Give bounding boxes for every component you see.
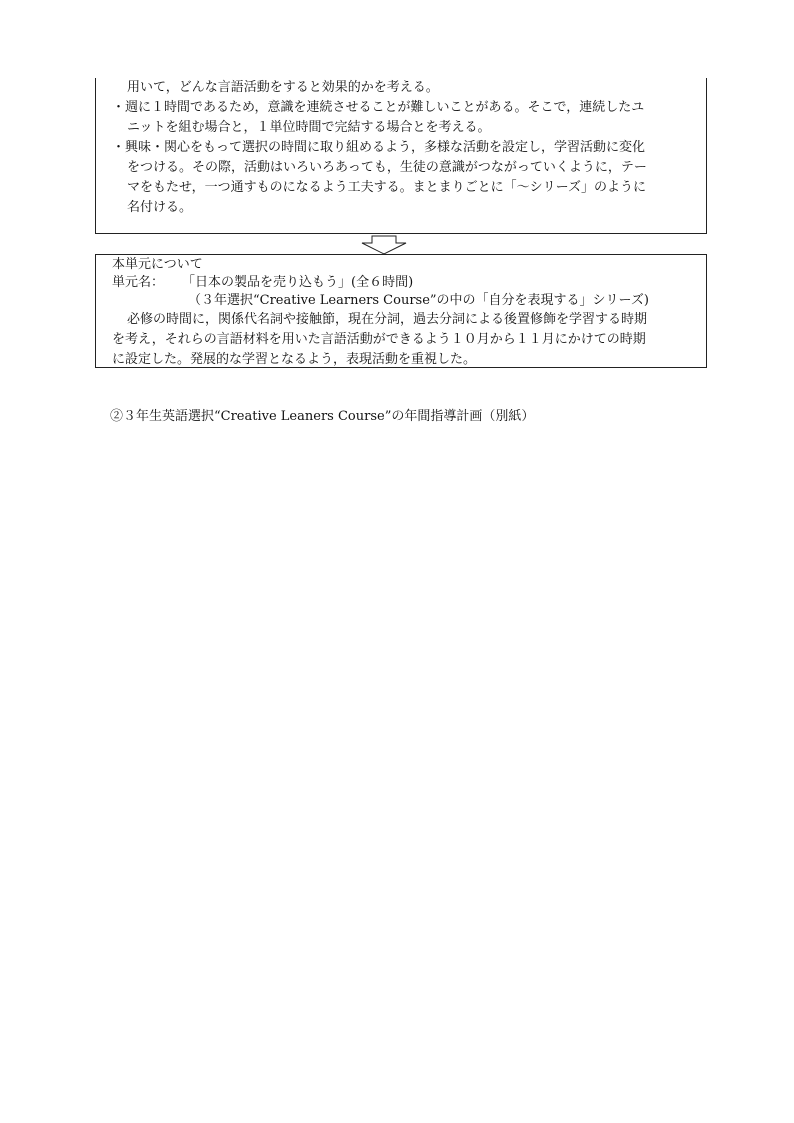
bullet-line: ・週に１時間であるため，意識を連続させることが難しいことがある。そこで，連続したユ (112, 100, 645, 115)
body-line: に設定した。発展的な学習となるよう，表現活動を重視した。 (112, 352, 477, 367)
unit-info-box (95, 254, 707, 368)
text-line: をつける。その際，活動はいろいろあっても，生徒の意識がつながっていくように，テー (127, 160, 647, 175)
unit-label: 単元名： (112, 275, 165, 290)
down-arrow-icon (360, 235, 408, 255)
unit-heading: 本単元について (112, 257, 203, 272)
body-line: を考え，それらの言語材料を用いた言語活動ができるよう１０月から１１月にかけての時期 (112, 332, 646, 347)
body-line: 必修の時間に，関係代名詞や接触節，現在分詞，過去分詞による後置修飾を学習する時期 (127, 312, 648, 327)
text-line: 用いて，どんな言語活動をすると効果的かを考える。 (127, 80, 439, 95)
unit-subtitle: （３年選択“Creative Learners Course”の中の「自分を表現する」シリーズ) (188, 293, 649, 308)
considerations-box (95, 78, 707, 234)
annual-plan-note: ②３年生英語選択“Creative Leaners Course”の年間指導計画（別紙） (110, 409, 535, 424)
bullet-line: ・興味・関心をもって選択の時間に取り組めるよう，多様な活動を設定し，学習活動に変化 (112, 140, 646, 155)
text-line: 名付ける。 (127, 200, 193, 215)
unit-name: 「日本の製品を売り込もう」(全６時間) (182, 275, 414, 290)
text-line: マをもたせ，一つ通すものになるよう工夫する。まとまりごとに「～シリーズ」のように (127, 180, 646, 195)
text-line: ニットを組む場合と，１単位時間で完結する場合とを考える。 (127, 120, 491, 135)
